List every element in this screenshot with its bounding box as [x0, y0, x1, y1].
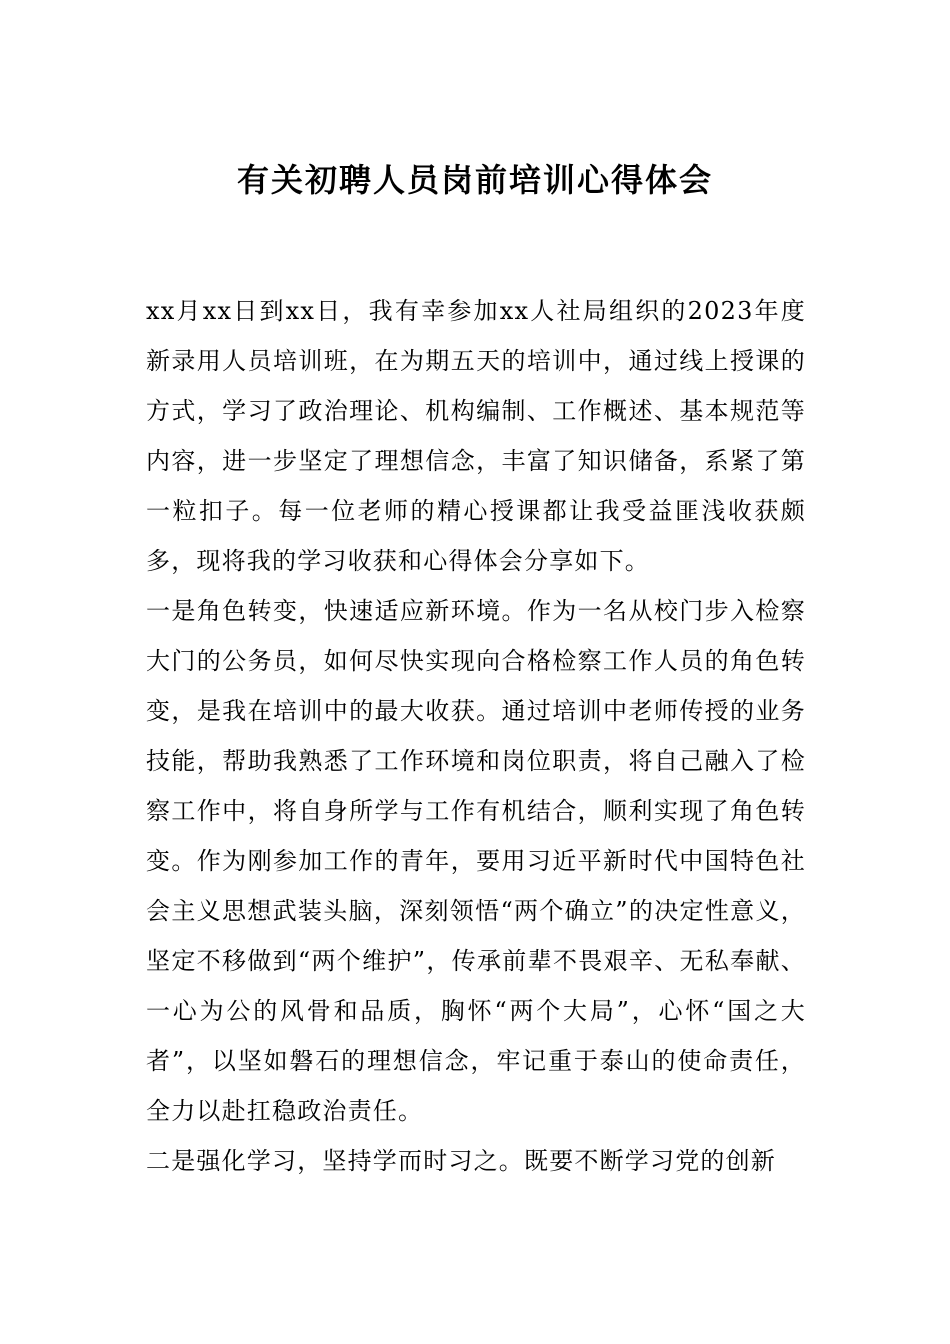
paragraph-strengthen-learning: 二是强化学习，坚持学而时习之。既要不断学习党的创新: [146, 1147, 776, 1175]
document-title: 有关初聘人员岗前培训心得体会: [236, 161, 713, 199]
paragraph-intro: xx月xx日到xx日，我有幸参加xx人社局组织的2023年度新录用人员培训班，在为期五天的培训中，通过线上授课的方式，学习了政治理论、机构编制、工作概述、基本规范等内容，进一步坚定了理想信念，丰富了知识储备，系紧了第一粒扣子。每一位老师的精心授课都让我受益匪浅收获颇多，现将我的学习收获和心得体会分享如下。: [146, 297, 806, 575]
document-body: [146, 286, 806, 1186]
paragraph-role-change: 一是角色转变，快速适应新环境。作为一名从校门步入检察大门的公务员，如何尽快实现向合格检察工作人员的角色转变，是我在培训中的最大收获。通过培训中老师传授的业务技能，帮助我熟悉了工作环境和岗位职责，将自己融入了检察工作中，将自身所学与工作有机结合，顺利实现了角色转变。作为刚参加工作的青年，要用习近平新时代中国特色社会主义思想武装头脑，深刻领悟“两个确立”的决定性意义，坚定不移做到“两个维护”，传承前辈不畏艰辛、无私奉献、一心为公的风骨和品质，胸怀“两个大局”，心怀“国之大者”，以坚如磐石的理想信念，牢记重于泰山的使命责任，全力以赴扛稳政治责任。: [146, 597, 806, 1125]
